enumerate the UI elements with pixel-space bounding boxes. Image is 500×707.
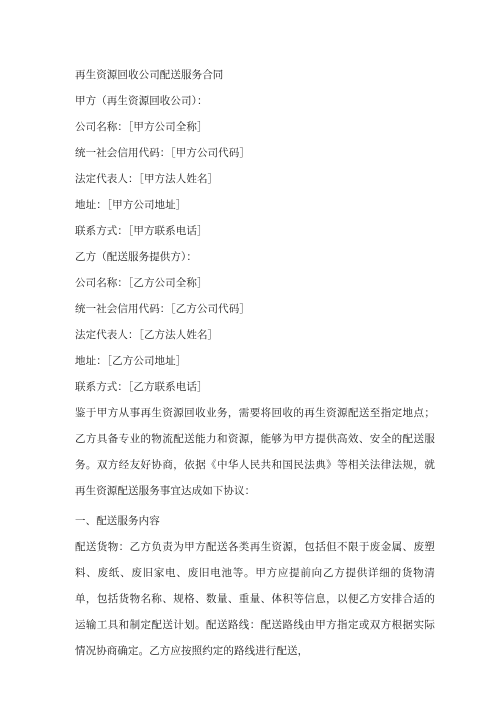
party-b-heading: 乙方（配送服务提供方）： [75, 251, 197, 263]
party-b-contact: 联系方式：［乙方联系电话］ [75, 381, 208, 393]
party-a-credit-code: 统一社会信用代码：［甲方公司代码］ [75, 147, 250, 159]
section-1-heading: 一、配送服务内容 [75, 515, 160, 527]
section-1-body: 配送货物：乙方负责为甲方配送各类再生资源，包括但不限于废金属、废塑料、废纸、废旧家电、废旧电池等。甲方应提前向乙方提供详细的货物清单，包括货物名称、规格、数量、重量、体积等信息，以便乙方安排合适的运输工具和制定配送计划。配送路线：配送路线由甲方指定或双方根据实际情况协商确定。乙方应按照约定的路线进行配送， [75, 541, 435, 657]
preamble-paragraph: 鉴于甲方从事再生资源回收业务，需要将回收的再生资源配送至指定地点；乙方具备专业的物流配送能力和资源，能够为甲方提供高效、安全的配送服务。双方经友好协商，依据《中华人民共和国民法典》等相关法律法规，就再生资源配送服务事宜达成如下协议： [75, 407, 435, 497]
party-a-address: 地址：［甲方公司地址］ [75, 199, 187, 211]
party-a-company-name: 公司名称：［甲方公司全称］ [75, 121, 208, 133]
party-a-contact: 联系方式：［甲方联系电话］ [75, 225, 208, 237]
party-a-legal-rep: 法定代表人：［甲方法人姓名］ [75, 173, 219, 185]
contract-title: 再生资源回收公司配送服务合同 [75, 69, 224, 81]
party-b-address: 地址：［乙方公司地址］ [75, 355, 187, 367]
party-b-credit-code: 统一社会信用代码：［乙方公司代码］ [75, 303, 250, 315]
party-b-legal-rep: 法定代表人：［乙方法人姓名］ [75, 329, 219, 341]
party-a-heading: 甲方（再生资源回收公司）： [75, 95, 208, 107]
party-b-company-name: 公司名称：［乙方公司全称］ [75, 277, 208, 289]
